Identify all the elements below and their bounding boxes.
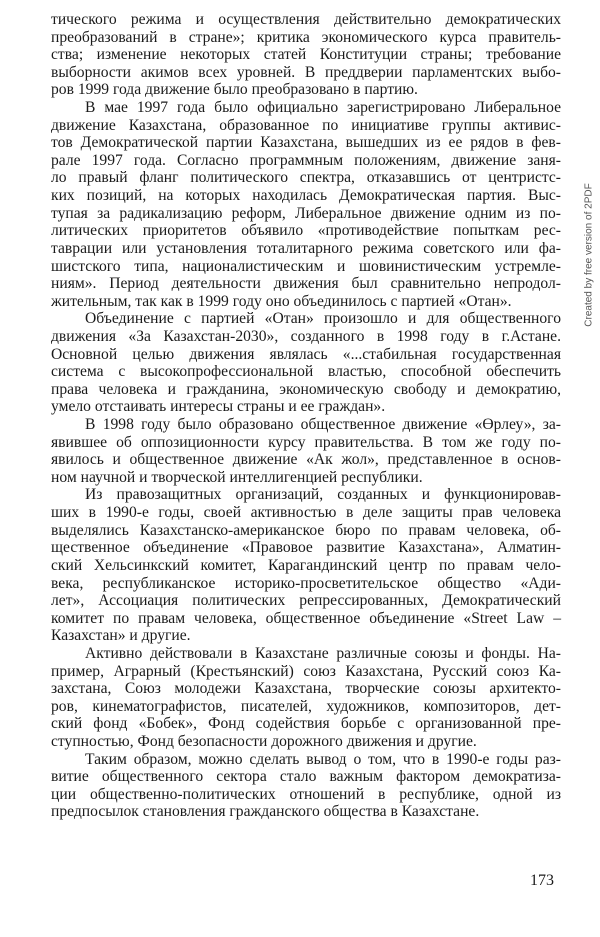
text-line: явилось и общественное движение «Ак жол», представленное в основ- — [51, 451, 561, 469]
paragraph — [51, 416, 561, 486]
text-line: Основной целью движения являлась «...стабильная государственная — [51, 345, 561, 363]
text-line: движения «За Казахстан-2030», созданного в 1998 году в г.Астане. — [51, 327, 561, 345]
text-line: захстана, Союз молодежи Казахстана, творческие союзы архитекто- — [51, 680, 561, 698]
text-line: преобразований в стране»; критика экономического курса правитель- — [51, 28, 561, 46]
text-line: лет», Ассоциация политических репрессированных, Демократический — [51, 592, 561, 610]
text-line: витие общественного сектора стало важным фактором демократиза- — [51, 768, 561, 786]
text-line: Казахстан» и другие. — [51, 627, 191, 645]
text-line: ших в 1990-е годы, своей активностью в деле защиты прав человека — [51, 504, 561, 522]
text-line: ступностью, Фонд безопасности дорожного движения и другие. — [51, 732, 477, 750]
text-line: ниям». Период деятельности движения был сравнительно непродол- — [51, 275, 561, 293]
text-line: Активно действовали в Казахстане различные союзы и фонды. На- — [85, 644, 561, 662]
page-number: 173 — [530, 872, 554, 889]
text-line: таврации или установления тоталитарного режима советского или фа- — [51, 239, 561, 257]
text-line: щественное объединение «Правовое развитие Казахстана», Алматин- — [51, 539, 561, 557]
text-line: тического режима и осуществления действительно демократических — [51, 11, 561, 28]
text-line: предпосылок становления гражданского общества в Казахстане. — [51, 803, 480, 821]
watermark-text: Created by free version of 2PDF — [583, 183, 595, 327]
text-line: В 1998 году было образовано общественное движение «Өрлеу», за- — [85, 416, 561, 434]
text-line: ров 1999 года движение было преобразовано в партию. — [51, 81, 418, 99]
text-line: В мае 1997 года было официально зарегистрировано Либеральное — [85, 99, 561, 117]
text-line: жительным, так как в 1999 году оно объединилось с партией «Отан». — [51, 292, 512, 310]
text-line: движение Казахстана, образованное по инициативе группы активис- — [51, 116, 561, 134]
paragraph — [51, 11, 561, 99]
paragraph — [51, 486, 561, 644]
text-line: выделялись Казахстанско-американское бюро по правам человека, об- — [51, 521, 561, 539]
watermark — [582, 175, 596, 335]
text-line: система с высокопрофессиональной властью, способной обеспечить — [51, 363, 561, 381]
text-line: комитет по правам человека, общественное объединение «Street Law – — [51, 609, 561, 627]
text-line: литических приоритетов объявило «противодействие попыткам рес- — [51, 222, 561, 240]
text-line: пример, Аграрный (Крестьянский) союз Казахстана, Русский союз Ка- — [51, 662, 561, 680]
text-line: ства; изменение некоторых статей Конституции страны; требование — [51, 46, 561, 64]
text-line: умело отстаивать интересы страны и ее граждан». — [51, 398, 386, 416]
document-body — [51, 11, 561, 821]
text-line: ров, кинематографистов, писателей, художников, композиторов, дет- — [51, 697, 561, 715]
text-line: выборности акимов всех уровней. В преддверии парламентских выбо- — [51, 63, 561, 81]
text-line: ло правый фланг политического спектра, отказавшись от центристс- — [51, 169, 561, 187]
text-line: тупая за радикализацию реформ, Либеральное движение одним из по- — [51, 204, 561, 222]
paragraph — [51, 310, 561, 416]
text-line: Из правозащитных организаций, созданных и функционировав- — [85, 486, 561, 504]
paragraph — [51, 751, 561, 821]
text-line: тов Демократической партии Казахстана, вышедших из ее рядов в фев- — [51, 134, 561, 152]
text-line: права человека и гражданина, экономическую свободу и демократию, — [51, 380, 561, 398]
paragraph — [51, 645, 561, 751]
text-line: ном научной и творческой интеллигенцией республики. — [51, 468, 423, 486]
text-line: ский Хельсинкский комитет, Карагандинский центр по правам чело- — [51, 556, 561, 574]
text-line: Объединение с партией «Отан» произошло и для общественного — [85, 310, 561, 328]
text-line: явившее об оппозиционности курсу правительства. В том же году по- — [51, 433, 561, 451]
paragraph — [51, 99, 561, 310]
text-line: ких позиций, на которых находилась Демократическая партия. Выс- — [51, 187, 561, 205]
text-line: Таким образом, можно сделать вывод о том, что в 1990-е годы раз- — [85, 750, 561, 768]
text-line: рале 1997 года. Согласно программным положениям, движение заня- — [51, 151, 561, 169]
text-line: века, республиканское историко-просветительское общество «Ади- — [51, 574, 561, 592]
text-line: шистского типа, националистическим и шовинистическим устремле- — [51, 257, 561, 275]
text-line: ский фонд «Бобек», Фонд содействия борьбе с организованной пре- — [51, 715, 561, 733]
text-line: ции общественно-политических отношений в республике, одной из — [51, 785, 561, 803]
